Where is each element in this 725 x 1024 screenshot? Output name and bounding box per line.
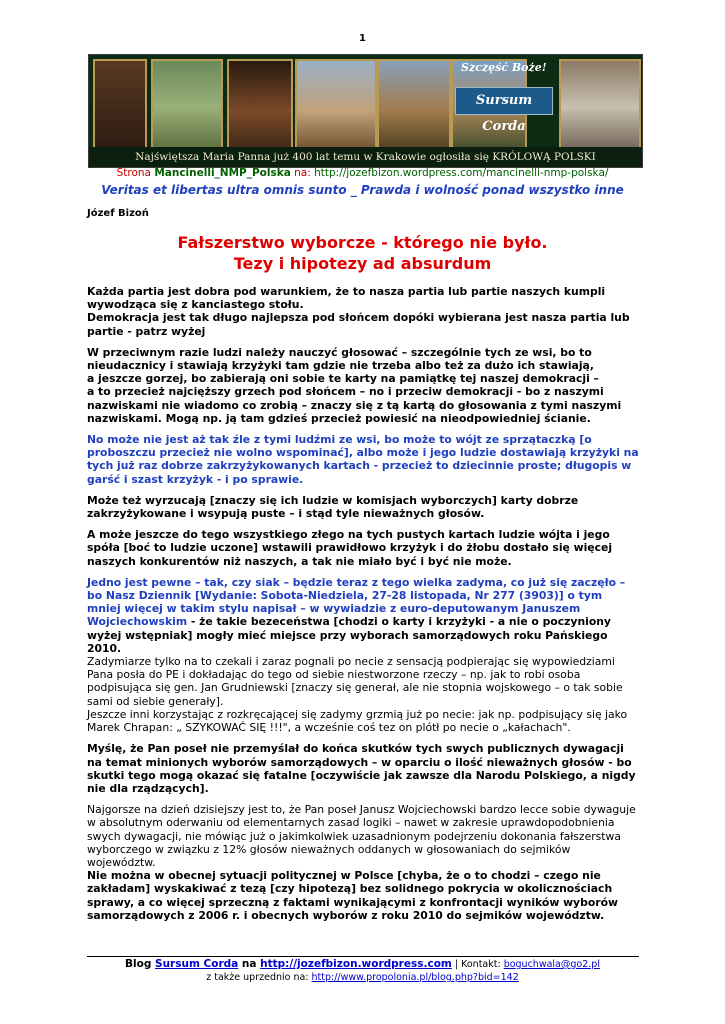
church-image: [377, 59, 451, 155]
portrait-engraving-image: [559, 59, 641, 155]
author-name: Józef Bizoń: [87, 208, 149, 219]
title-line-1: Fałszerstwo wyborcze - którego nie było.: [177, 233, 548, 252]
paragraph-8: Myślę, że Pan poseł nie przemyślał do końca skutków tych swych publicznych dywagacji na temat minionych wyborów samorządowych – w oparciu o ilość nieważnych głosów - bo skutki tego mogą okazać się fatalne [oczywiście jak zawsze dla Narodu Polskiego, a nigdy nie dla rządzących].: [87, 742, 636, 795]
strona-prefix: Strona: [116, 167, 155, 179]
header-banner: [88, 54, 643, 168]
paragraph-4: No może nie jest aż tak źle z tymi ludźmi ze wsi, bo może to wójt ze sprzątaczką [o proboszczu przecież nie wolno wspominać], albo może i jego ludzie dostawiają krzyżyki na tych już raz dobrze zakrzyżykowanych kartach - przecież to dziecinnie proste; długopis w garść i szast krzyżyk - i po sprawie.: [87, 433, 639, 486]
castle-image: [295, 59, 377, 155]
paragraph-1: Każda partia jest dobra pod warunkiem, że to nasza partia lub partie naszych kumpli wywodząca się z kanciastego stołu.: [87, 285, 606, 312]
footer-blog-prefix: Blog: [125, 958, 156, 970]
strona-line: [0, 167, 725, 179]
footer-contact-email-link[interactable]: boguchwala@go2.pl: [503, 959, 600, 970]
paragraph-7d: Jeszcze inni korzystając z rozkręcającej się zadymy grzmią już po necie: jak np. podpisujący się jako Marek Chrapan: „ SZYKOWAĆ SIĘ !!!", a wcześnie coś tez on plótł po necie o „kałachach".: [87, 707, 628, 735]
banner-greeting: Szczęść Boże!: [461, 61, 547, 74]
footer-na: na: [238, 958, 261, 970]
footer-blog-name-link[interactable]: Sursum Corda: [155, 958, 239, 970]
paragraph-3: [87, 346, 639, 425]
paragraph-9b: Nie można w obecnej sytuacji politycznej w Polsce [chyba, że o to chodzi – czego nie zakładam] wyskakiwać z tezą [czy hipotezą] bez solidnego pokrycia w okolicznościach sprawy, a co więcej sprzeczną z faktami wynikającymi z konfrontacji wyników wyborów samorządowych z 2006 r. i obecnych wyborów z roku 2010 do sejmików województw.: [87, 869, 618, 922]
page-number: 1: [359, 33, 366, 44]
paragraph-7c: Zadymiarze tylko na to czekali i zaraz pognali po necie z sensacją podpierając się wypowiedziami Pana posła do PE i dokładając do tego od siebie niestworzone rzeczy – np. jak to robi osoba podpisująca się gen. Jan Grudniewski [znaczy się generał, ale nie stopnia wojskowego – o tak sobie sami od siebie generały].: [87, 655, 623, 708]
paragraph-7: [87, 576, 639, 734]
paragraph-9: [87, 803, 639, 922]
strona-blog-name: Mancinelli_NMP_Polska: [154, 167, 291, 179]
paragraph-6: A może jeszcze do tego wszystkiego złego na tych pustych kartach ludzie wójta i jego spóła [boć to ludzie uczone] wstawili prawidłowo krzyżyk i do żłobu dostało się więcej naszych konkurentów niż naszych, a tak nie miało być i być nie może.: [87, 528, 613, 568]
article-title: [0, 232, 725, 274]
paragraph-3c: a to przecież najcięższy grzech pod słońcem – no i przeciw demokracji - bo z naszymi nazwiskami nie wiadomo co zrobią – znaczy się z tą kartą do głosowania z tymi naszymi nazwiskami. Mogą np. ją tam gdzieś przecież powiesić na nieodpowiedniej ścianie.: [87, 385, 622, 425]
footer-contact-label: | Kontakt:: [451, 959, 504, 970]
article-body: [87, 285, 639, 930]
strona-url-link[interactable]: http://jozefbizon.wordpress.com/mancinelli-nmp-polska/: [314, 167, 609, 179]
paragraph-2: Demokracja jest tak długo najlepsza pod słońcem dopóki wybierana jest nasza partia lub partie - patrz wyżej: [87, 311, 630, 338]
title-line-2: Tezy i hipotezy ad absurdum: [233, 254, 492, 273]
footer-line2-prefix: z także uprzednio na:: [206, 972, 312, 983]
footer-divider: [87, 956, 639, 957]
paragraph-5: Może też wyrzucają [znaczy się ich ludzie w komisjach wyborczych] karty dobrze zakrzyżykowane i wsypują puste – i stąd tyle nieważnych głosów.: [87, 493, 579, 521]
madonna-painting-image: [227, 59, 293, 155]
paragraph-7a: Jedno jest pewne – tak, czy siak – będzie teraz z tego wielka zadyma, co już się zaczęło – bo Nasz Dziennik [Wydanie: Sobota-Niedziela, 27-28 listopada, Nr 277 (3903)] o tym mniej więcej w takim stylu napisał – w wywiadzie z euro-deputowanym Januszem Wojciechowskim: [87, 575, 626, 629]
banner-caption: Najświętsza Maria Panna już 400 lat temu w Krakowie ogłosiła się KRÓLOWĄ POLSKI: [89, 147, 642, 167]
madonna-icon-image: [93, 59, 147, 155]
paragraph-3b: a jeszcze gorzej, bo zabierają oni sobie te karty na pamiątkę tej naszej demokracji –: [87, 372, 599, 386]
footer-propolonia-link[interactable]: http://www.propolonia.pl/blog.php?bid=142: [311, 972, 519, 983]
strona-na: na:: [290, 167, 315, 179]
landscape-image: [151, 59, 223, 155]
paragraph-3a: W przeciwnym razie ludzi należy nauczyć głosować – szczególnie tych ze wsi, bo to nieudacznicy i stawiają krzyżyki tam gdzie nie trzeba albo też za dużo ich stawiają,: [87, 345, 594, 373]
paragraph-7b: - że takie bezeceństwa [chodzi o karty i krzyżyki - a nie o poczyniony wyżej wstępniak] mogły mieć miejsce przy wyborach samorządowych roku Pańskiego 2010.: [87, 615, 611, 655]
veritas-motto: Veritas et libertas ultra omnis sunto _ Prawda i wolność ponad wszystko inne: [101, 183, 624, 197]
banner-sursum-corda-box: Sursum Corda: [455, 87, 553, 115]
paragraph-9a: Najgorsze na dzień dzisiejszy jest to, że Pan poseł Janusz Wojciechowski bardzo lecce sobie dywaguje w absolutnym oderwaniu od elementarnych zasad logiki – nawet w zakresie uprawdopodobnienia swych dywagacji, nie mówiąc już o jakimkolwiek uzasadnionym podejrzeniu dokonania fałszerstwa wyborczego w związku z 12% głosów nieważnych oddanych w głosowaniach do sejmików województw.: [87, 803, 636, 869]
footer-line-1: [0, 958, 725, 970]
footer-line-2: [0, 972, 725, 983]
footer-blog-url-link[interactable]: http://jozefbizon.wordpress.com: [260, 958, 452, 970]
